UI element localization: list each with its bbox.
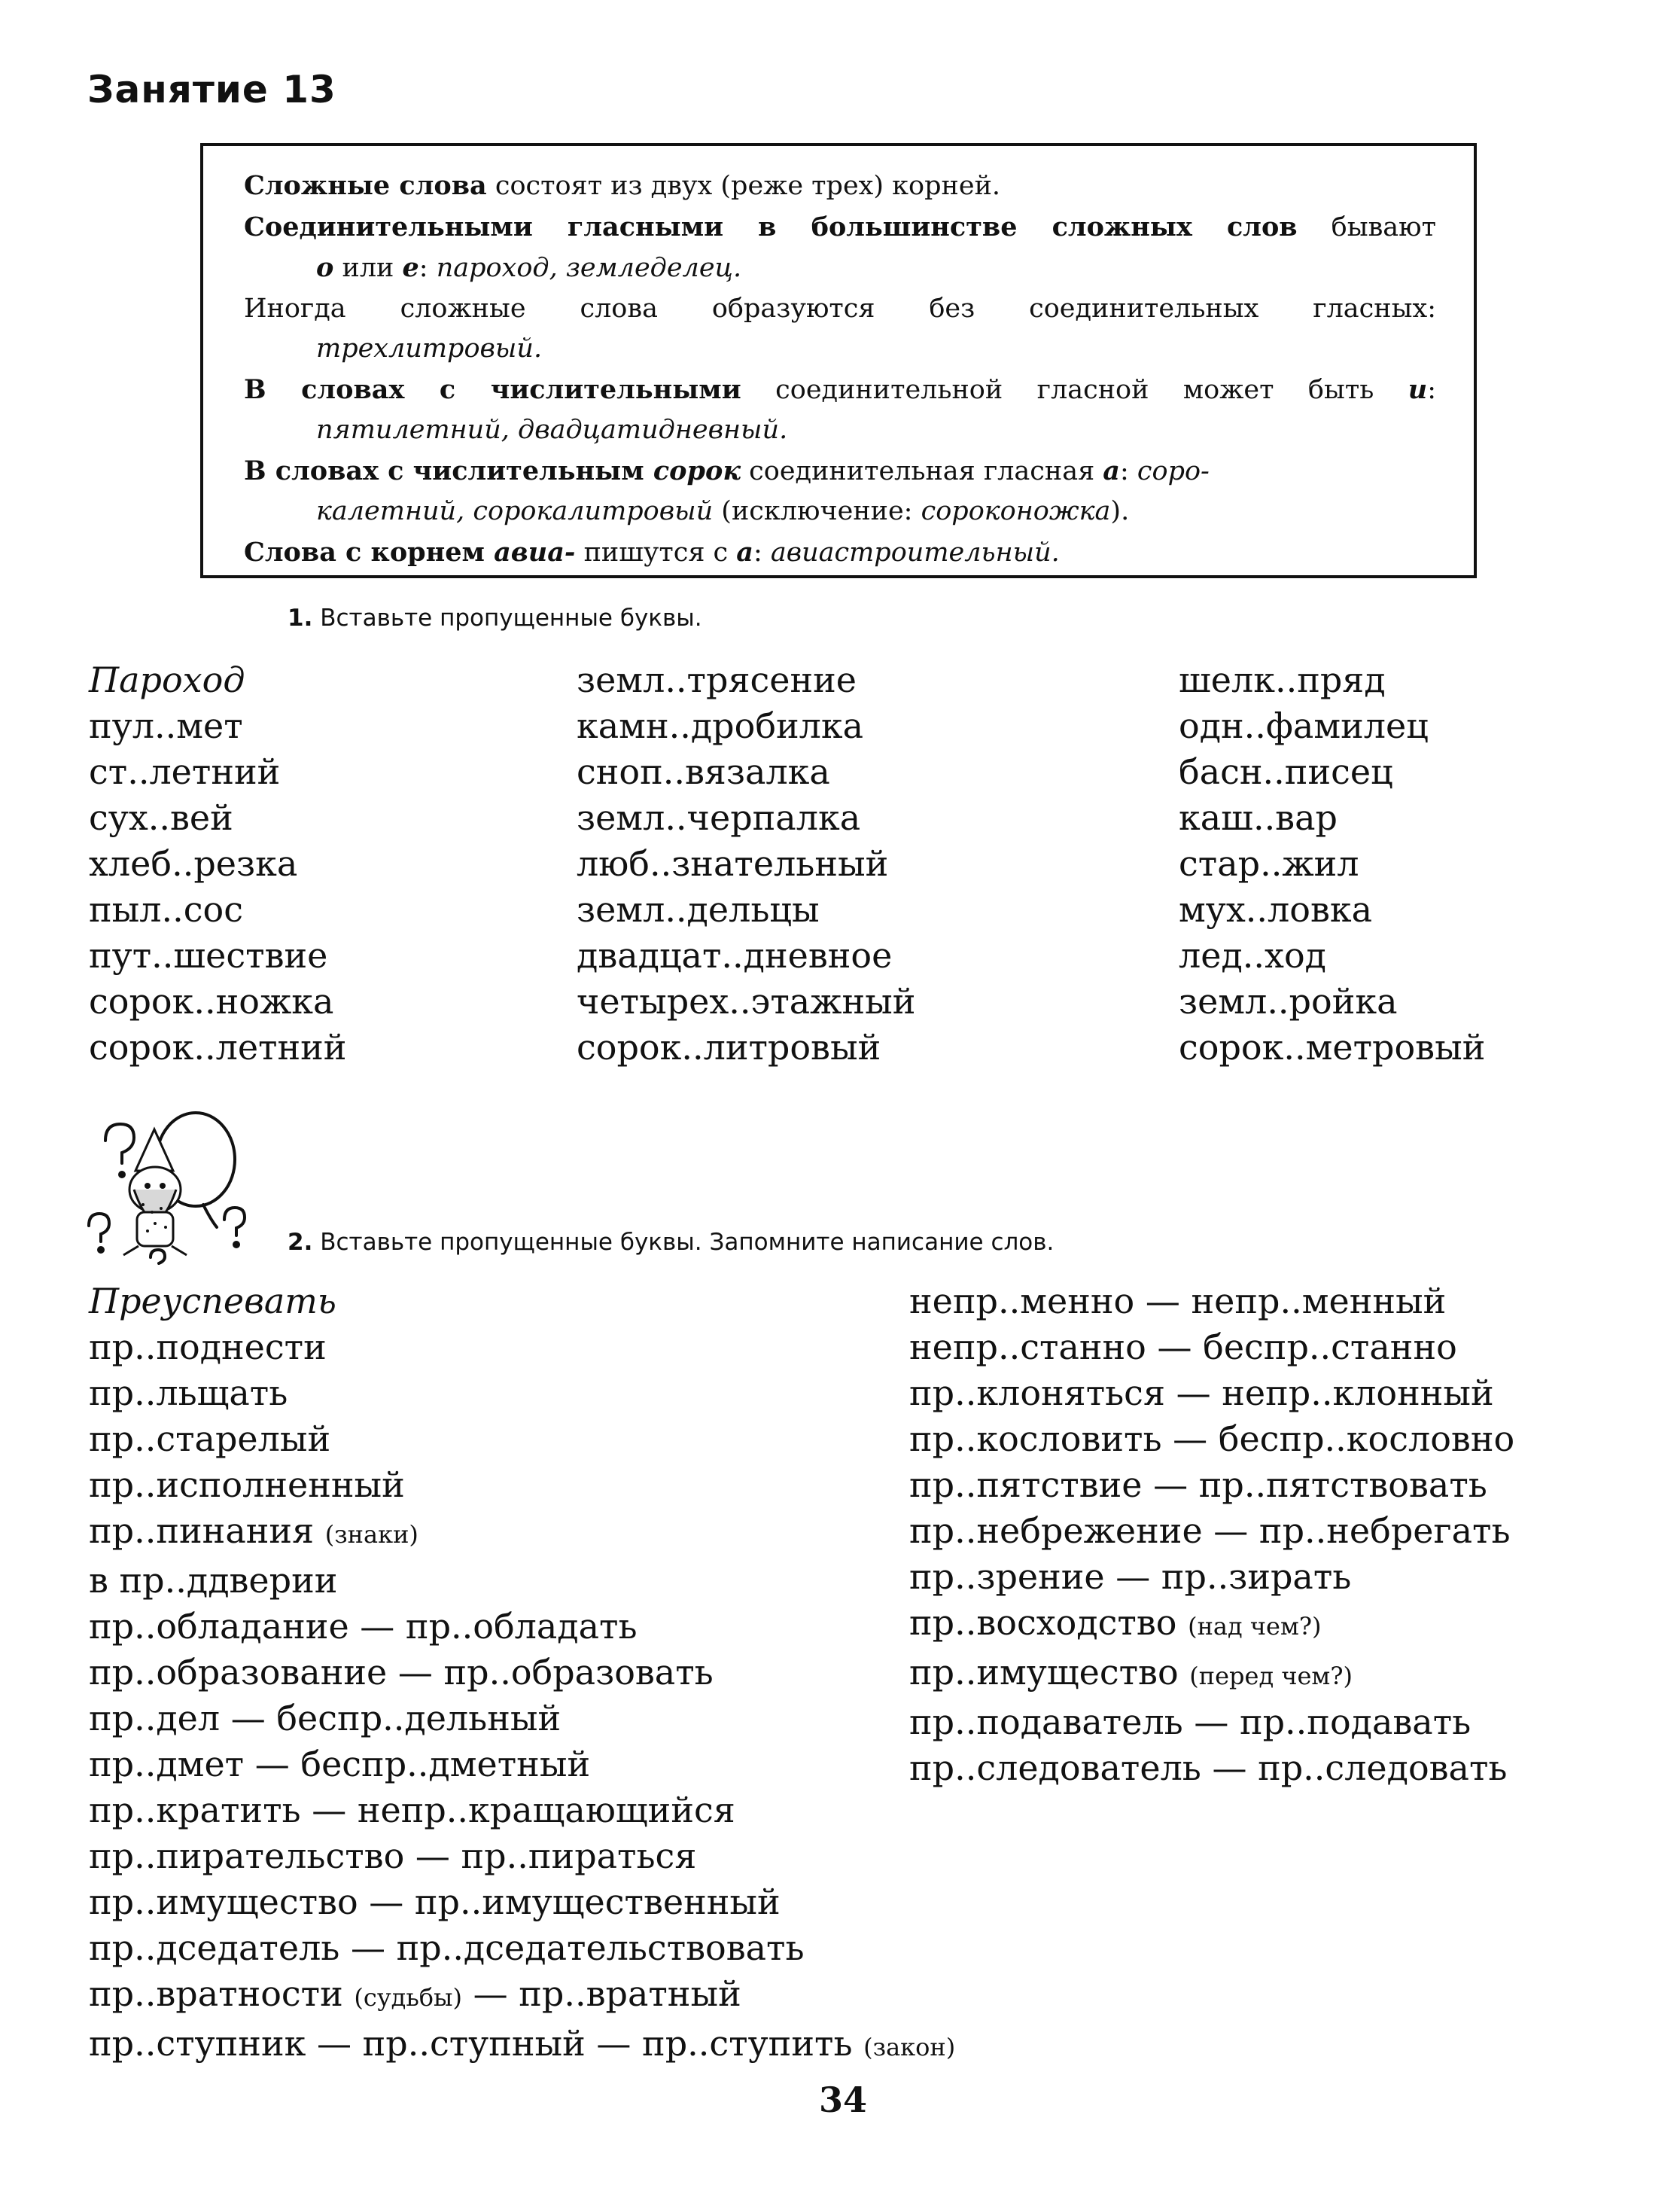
exercise-word: сорок..ножка <box>89 981 334 1022</box>
exercise-word: пр..дел — беспр..дельный <box>89 1698 562 1738</box>
rule-line-9 <box>244 492 1436 532</box>
rule-line-8 <box>244 451 1436 492</box>
rule-line-4 <box>244 289 1436 330</box>
exercise-word: земл..черпалка <box>577 797 861 838</box>
rule-example: сороконожка <box>921 496 1111 526</box>
exercise-line <box>89 1508 955 1558</box>
exercise-line <box>909 1278 1514 1324</box>
rule-text: : <box>1119 456 1137 486</box>
exercise-word: пр..клоняться — непр..клонный <box>909 1373 1494 1413</box>
exercise-line <box>909 1370 1514 1416</box>
exercise-word: пыл..сос <box>89 889 243 930</box>
page-number: 34 <box>818 2080 867 2120</box>
exercise-word: пр..вратности <box>89 1973 355 2014</box>
exercise-line <box>89 1971 955 2021</box>
exercise-word: пр..небрежение — пр..небрегать <box>909 1510 1511 1551</box>
exercise-line <box>89 2021 955 2070</box>
task-1-column-2 <box>577 657 915 1071</box>
exercise-line <box>89 1696 955 1741</box>
rule-letter: а <box>1103 455 1120 486</box>
task-2-column-1 <box>89 1278 955 2070</box>
exercise-word: двадцат..дневное <box>577 935 893 976</box>
exercise-word: пр..старелый <box>89 1418 331 1459</box>
exercise-word: пр..имущество — пр..имущественный <box>89 1881 781 1922</box>
rule-text: ). <box>1110 496 1130 526</box>
exercise-line <box>89 1833 955 1879</box>
exercise-word: Преуспевать <box>89 1281 336 1321</box>
exercise-word: пут..шествие <box>89 935 328 976</box>
exercise-word: каш..вар <box>1179 797 1338 838</box>
task-number: 2. <box>288 1229 313 1256</box>
task-2-column-2 <box>909 1278 1514 1791</box>
example-word <box>89 1278 955 1324</box>
exercise-word: сноп..вязалка <box>577 751 830 792</box>
exercise-word: лед..ход <box>1179 935 1326 976</box>
rule-text: пишутся с <box>575 537 737 568</box>
rule-text: : <box>1427 374 1437 405</box>
exercise-word: стар..жил <box>1179 843 1359 884</box>
rule-letter: е <box>402 252 419 283</box>
exercise-word: басн..писец <box>1179 751 1393 792</box>
exercise-line <box>909 1416 1514 1462</box>
exercise-word: пр..зрение — пр..зирать <box>909 1556 1352 1597</box>
exercise-line <box>89 1650 955 1696</box>
task-1-column-1 <box>89 657 346 1071</box>
exercise-word: пул..мет <box>89 705 243 746</box>
exercise-word: ст..летний <box>89 751 281 792</box>
exercise-line <box>909 1745 1514 1791</box>
rule-text: или <box>333 253 403 283</box>
rule-line-5 <box>244 329 1436 370</box>
exercise-line <box>89 1787 955 1833</box>
exercise-word: непр..менно — непр..менный <box>909 1281 1447 1321</box>
exercise-word: земл..ройка <box>1179 981 1398 1022</box>
exercise-word: пр..восходство <box>909 1602 1188 1643</box>
exercise-word: непр..станно — беспр..станно <box>909 1327 1457 1367</box>
exercise-line <box>89 1604 955 1650</box>
exercise-word: пр..ступник — пр..ступный — пр..ступить <box>89 2023 864 2064</box>
exercise-line <box>89 1925 955 1971</box>
rule-term: Соединительными гласными в большинстве сложных слов <box>244 211 1298 242</box>
exercise-word: люб..знательный <box>577 843 889 884</box>
exercise-note: (знаки) <box>324 1520 418 1549</box>
exercise-note: (судьбы) <box>354 1983 462 2012</box>
exercise-note: (перед чем?) <box>1189 1662 1353 1690</box>
example-word: Пароход <box>89 660 245 700</box>
exercise-word: пр..следователь — пр..следовать <box>909 1747 1508 1788</box>
task-1-instruction <box>288 605 702 632</box>
exercise-line <box>89 1558 955 1604</box>
rule-line-2 <box>244 207 1436 248</box>
rule-text: : <box>418 253 437 283</box>
rule-line-10 <box>244 532 1436 574</box>
rule-example: пятилетний, двадцатидневный. <box>316 415 788 445</box>
exercise-word: камн..дробилка <box>577 705 864 746</box>
exercise-line <box>89 1416 955 1462</box>
exercise-word: пр..пинания <box>89 1510 325 1551</box>
exercise-word: пр..образование — пр..образовать <box>89 1652 714 1693</box>
exercise-word: пр..льщать <box>89 1373 288 1413</box>
exercise-word: пр..дмет — беспр..дметный <box>89 1744 591 1784</box>
rule-example: пароход, земледелец. <box>436 253 742 283</box>
rule-text: соединительной гласной может быть <box>741 374 1408 405</box>
lesson-title: Занятие 13 <box>87 68 336 111</box>
rule-line-7 <box>244 410 1436 451</box>
exercise-note: (над чем?) <box>1188 1612 1322 1641</box>
exercise-note: (закон) <box>863 2033 956 2061</box>
gnome-thinking-icon <box>83 1099 256 1265</box>
exercise-word: земл..трясение <box>577 660 857 700</box>
exercise-word: земл..дельцы <box>577 889 820 930</box>
exercise-word: четырех..этажный <box>577 981 916 1022</box>
rule-term: Сложные слова <box>244 170 487 201</box>
rule-term: В словах с числительным <box>244 455 653 486</box>
rule-text: соединительная гласная <box>741 456 1103 486</box>
exercise-word: пр..дседатель — пр..дседательствовать <box>89 1927 805 1968</box>
exercise-line <box>909 1699 1514 1745</box>
exercise-word: пр..исполненный <box>89 1464 405 1505</box>
rule-box <box>200 143 1477 578</box>
exercise-word: сорок..летний <box>89 1027 347 1068</box>
exercise-word: сорок..метровый <box>1179 1027 1486 1068</box>
exercise-word: — пр..вратный <box>462 1973 741 2014</box>
exercise-word: мух..ловка <box>1179 889 1373 930</box>
exercise-word: пр..имущество <box>909 1652 1190 1693</box>
rule-example: соро- <box>1137 456 1210 486</box>
rule-example: трехлитровый. <box>316 334 543 364</box>
rule-letter: а <box>736 536 753 568</box>
exercise-word: в пр..ддверии <box>89 1560 338 1601</box>
exercise-line <box>909 1554 1514 1600</box>
rule-line-6 <box>244 370 1436 411</box>
exercise-line <box>909 1508 1514 1554</box>
exercise-word: шелк..пряд <box>1179 660 1386 700</box>
rule-text: : <box>753 537 771 568</box>
exercise-line <box>909 1462 1514 1508</box>
exercise-line <box>909 1650 1514 1699</box>
rule-example: калетний, сорокалитровый <box>316 496 714 526</box>
exercise-word: пр..подаватель — пр..подавать <box>909 1702 1472 1742</box>
rule-letter: о <box>316 252 334 283</box>
rule-example: авиастроительный. <box>770 537 1060 568</box>
rule-text: Иногда сложные слова образуются без соединительных гласных: <box>244 293 1436 324</box>
rule-term: В словах с числительными <box>244 373 741 405</box>
exercise-word: пр..пятствие — пр..пятствовать <box>909 1464 1487 1505</box>
task-number: 1. <box>288 605 313 632</box>
exercise-word: сух..вей <box>89 797 233 838</box>
rule-text: (исключение: <box>713 496 921 526</box>
rule-text: бывают <box>1297 212 1436 242</box>
exercise-line <box>909 1600 1514 1650</box>
exercise-line <box>89 1879 955 1925</box>
exercise-word: пр..кратить — непр..кращающийся <box>89 1790 735 1830</box>
rule-term: авиа- <box>494 536 576 568</box>
exercise-word: пр..обладание — пр..обладать <box>89 1606 638 1647</box>
exercise-word: одн..фамилец <box>1179 705 1429 746</box>
task-2-instruction <box>288 1229 1054 1256</box>
exercise-line <box>89 1741 955 1787</box>
rule-letter: и <box>1408 373 1428 405</box>
exercise-word: пр..поднести <box>89 1327 327 1367</box>
rule-line-1 <box>244 166 1436 207</box>
rule-term: Слова с корнем <box>244 536 495 568</box>
task-text: Вставьте пропущенные буквы. Запомните написание слов. <box>320 1229 1055 1256</box>
rule-text: состоят из двух (реже трех) корней. <box>486 171 1001 201</box>
exercise-word: хлеб..резка <box>89 843 298 884</box>
exercise-word: сорок..литровый <box>577 1027 881 1068</box>
exercise-line <box>89 1370 955 1416</box>
rule-line-3 <box>244 248 1436 289</box>
exercise-line <box>909 1324 1514 1370</box>
task-1-column-3 <box>1179 657 1485 1071</box>
exercise-word: пр..пирательство — пр..пираться <box>89 1836 697 1876</box>
rule-term: сорок <box>653 455 741 486</box>
task-text: Вставьте пропущенные буквы. <box>320 605 702 632</box>
exercise-line <box>89 1324 955 1370</box>
exercise-word: пр..кословить — беспр..кословно <box>909 1418 1515 1459</box>
exercise-line <box>89 1462 955 1508</box>
